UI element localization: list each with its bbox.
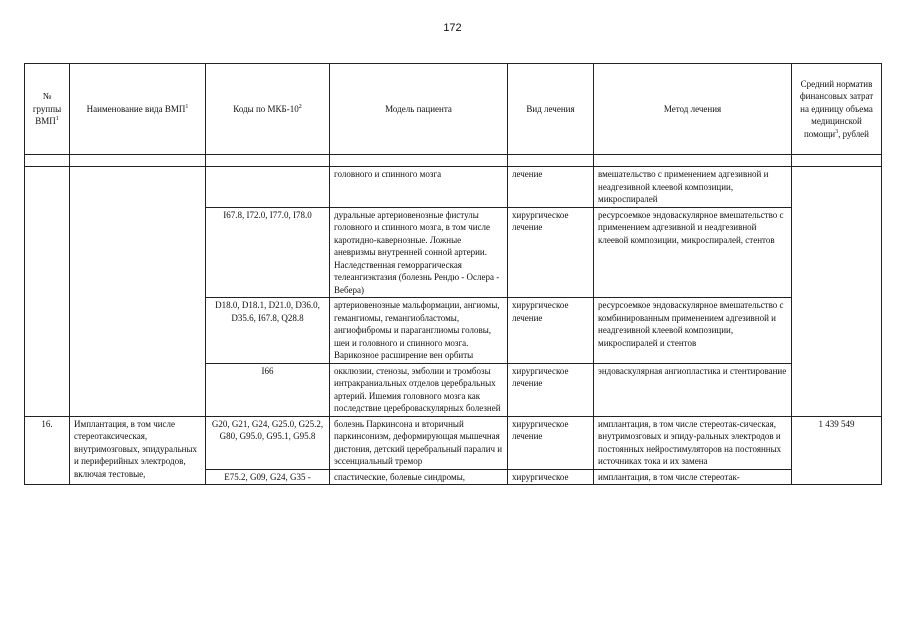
method-cell: эндоваскулярная ангиопластика и стентирование [594, 363, 792, 416]
codes-cell: I66 [206, 363, 330, 416]
table-header-row [25, 64, 882, 155]
cost-cell [792, 167, 882, 417]
table-row [25, 167, 882, 208]
header-treatment-type: Вид лечения [508, 64, 594, 155]
vmp-table [24, 63, 882, 485]
header-patient-model: Модель пациента [330, 64, 508, 155]
codes-cell: I67.8, I72.0, I77.0, I78.0 [206, 207, 330, 298]
table-row [25, 416, 882, 469]
header-icd-codes: Коды по МКБ-$10^2$ [206, 64, 330, 155]
model-cell: спастические, болевые синдромы, [330, 469, 508, 485]
codes-cell: G20, G21, G24, G25.0, G25.2, G80, G95.0, G95.1, G95.8 [206, 416, 330, 469]
model-cell: болезнь Паркинсона и вторичный паркинсонизм, деформирующая мышечная дистония, детский церебральный паралич и эссенциальный тремор [330, 416, 508, 469]
cost-cell: 1 439 549 [792, 416, 882, 485]
codes-cell [206, 167, 330, 208]
header-cost: Средний норматив финансовых затрат на единицу объема медицинской помощи$^3$, рублей [792, 64, 882, 155]
method-cell: ресурсоемкое эндоваскулярное вмешательство с применением адгезивной и неадгезивной клеевой композиции, микроспиралей, стентов [594, 207, 792, 298]
treatment-cell: хирургическое [508, 469, 594, 485]
vmp-name-cell: Имплантация, в том числе стереотаксическая, внутримозговых, эпидуральных и периферийных электродов, включая тестовые, [70, 416, 206, 485]
method-cell: имплантация, в том числе стереотак- [594, 469, 792, 485]
method-cell: имплантация, в том числе стереотак-сическая, внутримозговых и эпиду-ральных электродов и постоянных нейростимуляторов на постоянных источниках тока и их замена [594, 416, 792, 469]
header-vmp-name: Наименование вида ВМП$^1$ [70, 64, 206, 155]
treatment-cell: хирургическое лечение [508, 298, 594, 364]
vmp-name-cell [70, 167, 206, 417]
method-cell: ресурсоемкое эндоваскулярное вмешательство с комбинированным применением адгезивной и неадгезивной клеевой композиции, микроспиралей и стентов [594, 298, 792, 364]
group-number-cell [25, 167, 70, 417]
model-cell: головного и спинного мозга [330, 167, 508, 208]
group-number-cell: 16. [25, 416, 70, 485]
model-cell: артериовенозные мальформации, ангиомы, гемангиомы, гемангиобластомы, ангиофибромы и параганглиомы головы, шеи и головного и спинного мозга. Варикозное расширение вен орбиты [330, 298, 508, 364]
codes-cell: E75.2, G09, G24, G35 - [206, 469, 330, 485]
treatment-cell: хирургическое лечение [508, 363, 594, 416]
treatment-cell: хирургическое лечение [508, 416, 594, 469]
model-cell: окклюзии, стенозы, эмболии и тромбозы интракраниальных отделов церебральных артерий. Ишемия головного мозга как последствие цереброваскулярных болезней [330, 363, 508, 416]
codes-cell: D18.0, D18.1, D21.0, D36.0, D35.6, I67.8, Q28.8 [206, 298, 330, 364]
treatment-cell: хирургическое лечение [508, 207, 594, 298]
page-number: 172 [443, 22, 462, 34]
header-treatment-method: Метод лечения [594, 64, 792, 155]
treatment-cell: лечение [508, 167, 594, 208]
table-spacer-row [25, 155, 882, 167]
model-cell: дуральные артериовенозные фистулы головного и спинного мозга, в том числе каротидно-кавернозные. Ложные аневризмы внутренней сонной артерии. Наследственная геморрагическая телеангиэктазия (болезнь Рендю - Ослера - Вебера) [330, 207, 508, 298]
header-group-number: № группы ВМП$^1$ [25, 64, 70, 155]
method-cell: вмешательство с применением адгезивной и неадгезивной клеевой композиции, микроспиралей [594, 167, 792, 208]
